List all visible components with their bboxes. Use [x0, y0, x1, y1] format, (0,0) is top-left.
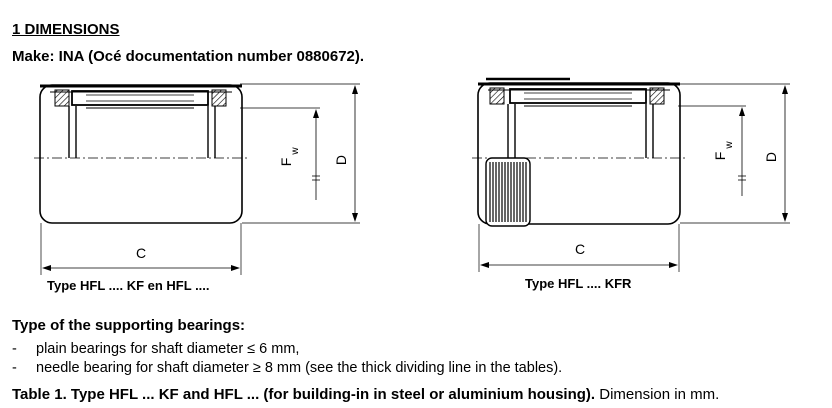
knurled-roller — [486, 158, 530, 226]
needle-cage-left — [72, 91, 208, 105]
dim-c-label-right: C — [574, 241, 586, 257]
bullet-text: plain bearings for shaft diameter ≤ 6 mm, — [36, 341, 300, 357]
list-item — [12, 341, 299, 357]
list-item — [12, 360, 562, 376]
needle-cage-right — [510, 89, 646, 103]
make-line: Make: INA (Océ documentation number 0880672). — [12, 48, 365, 65]
dim-fw-label-left: F — [278, 157, 294, 167]
dim-d-label-right: D — [763, 151, 779, 163]
seal-left-b — [212, 90, 226, 106]
dim-c-label-left: C — [135, 245, 147, 261]
bullet-text: needle bearing for shaft diameter ≥ 8 mm (see the thick dividing line in the tables). — [36, 360, 563, 376]
bullet-dash: - — [12, 341, 17, 357]
dim-d-label-left: D — [333, 154, 349, 166]
bearing-diagram-right — [472, 79, 790, 272]
seal-left-a — [55, 90, 69, 106]
seal-right-a — [490, 88, 504, 104]
seal-right-b — [650, 88, 664, 104]
table-title — [12, 386, 719, 403]
dim-fw-sub-right: w — [724, 141, 735, 149]
dim-fw-sub-left: w — [290, 147, 301, 155]
section-heading: 1 DIMENSIONS — [12, 21, 120, 38]
bullet-dash: - — [12, 360, 17, 376]
diagram-caption-left: Type HFL .... KF en HFL .... — [47, 278, 210, 293]
bearing-diagram-left — [34, 84, 360, 275]
dim-fw-label-right: F — [712, 151, 728, 161]
diagram-caption-right: Type HFL .... KFR — [525, 276, 632, 291]
table-title-bold: Table 1. Type HFL ... KF and HFL ... (for building-in in steel or aluminium housing). — [12, 386, 596, 403]
table-title-unit: Dimension in mm. — [595, 386, 720, 403]
supporting-bearings-title: Type of the supporting bearings: — [12, 317, 246, 334]
